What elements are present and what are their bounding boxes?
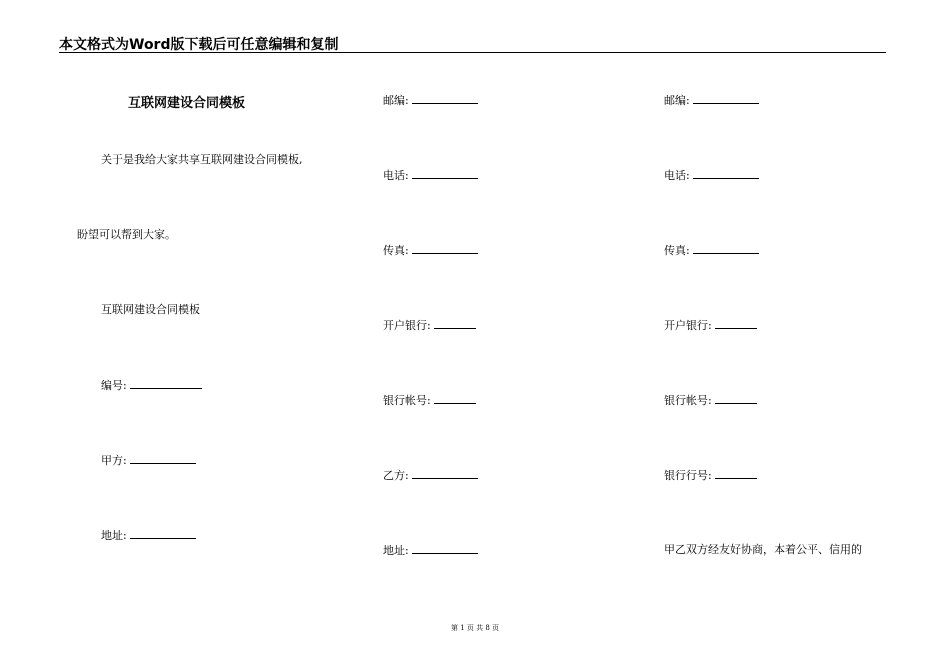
party-b-postal-label: 邮编: <box>664 94 690 107</box>
party-a-blank <box>130 453 196 464</box>
party-b-fax-field <box>664 243 759 258</box>
party-b-phone-blank <box>693 168 759 179</box>
party-b-postal-blank <box>693 93 759 104</box>
party-a-account-field <box>383 393 476 408</box>
subtitle: 互联网建设合同模板 <box>101 303 200 316</box>
party-b-bank-code-blank <box>715 468 757 479</box>
party-b-address-label: 地址: <box>383 544 409 557</box>
party-b-account-label: 银行帐号: <box>664 394 712 407</box>
party-a-field <box>101 453 196 468</box>
party-a-bank-blank <box>434 318 476 329</box>
contract-number-field <box>101 378 202 393</box>
party-a-address-field <box>101 528 196 543</box>
party-b-fax-label: 传真: <box>664 244 690 257</box>
agreement-text: 甲乙双方经友好协商，本着公平、信用的 <box>664 543 862 556</box>
party-b-account-blank <box>715 393 757 404</box>
party-b-bank-field <box>664 318 757 333</box>
party-b-field <box>383 468 478 483</box>
document-header: 本文格式为Word版下载后可任意编辑和复制 <box>59 37 339 53</box>
party-b-address-blank <box>412 543 478 554</box>
party-b-bank-label: 开户银行: <box>664 319 712 332</box>
party-b-account-field <box>664 393 757 408</box>
document-title: 互联网建设合同模板 <box>128 96 246 111</box>
party-a-account-blank <box>434 393 476 404</box>
party-b-phone-field <box>664 168 759 183</box>
page-footer: 第 1 页 共 8 页 <box>450 624 500 632</box>
party-a-phone-label: 电话: <box>383 169 409 182</box>
header-rule <box>59 52 886 53</box>
party-b-fax-blank <box>693 243 759 254</box>
party-a-account-label: 银行帐号: <box>383 394 431 407</box>
party-b-bank-blank <box>715 318 757 329</box>
party-b-blank <box>412 468 478 479</box>
party-b-bank-code-label: 银行行号: <box>664 469 712 482</box>
intro-line-1: 关于是我给大家共享互联网建设合同模板, <box>101 153 303 166</box>
contract-number-label: 编号: <box>101 379 127 392</box>
party-a-fax-label: 传真: <box>383 244 409 257</box>
party-a-bank-label: 开户银行: <box>383 319 431 332</box>
intro-line-2: 盼望可以帮到大家。 <box>77 228 176 241</box>
party-b-bank-code-field <box>664 468 757 483</box>
party-a-phone-blank <box>412 168 478 179</box>
party-b-address-field <box>383 543 478 558</box>
party-a-postal-label: 邮编: <box>383 94 409 107</box>
party-b-phone-label: 电话: <box>664 169 690 182</box>
party-a-label: 甲方: <box>101 454 127 467</box>
party-a-postal-field <box>383 93 478 108</box>
party-a-fax-field <box>383 243 478 258</box>
party-b-postal-field <box>664 93 759 108</box>
party-a-address-label: 地址: <box>101 529 127 542</box>
party-a-address-blank <box>130 528 196 539</box>
party-b-label: 乙方: <box>383 469 409 482</box>
party-a-postal-blank <box>412 93 478 104</box>
party-a-fax-blank <box>412 243 478 254</box>
party-a-phone-field <box>383 168 478 183</box>
party-a-bank-field <box>383 318 476 333</box>
contract-number-blank <box>130 378 202 389</box>
